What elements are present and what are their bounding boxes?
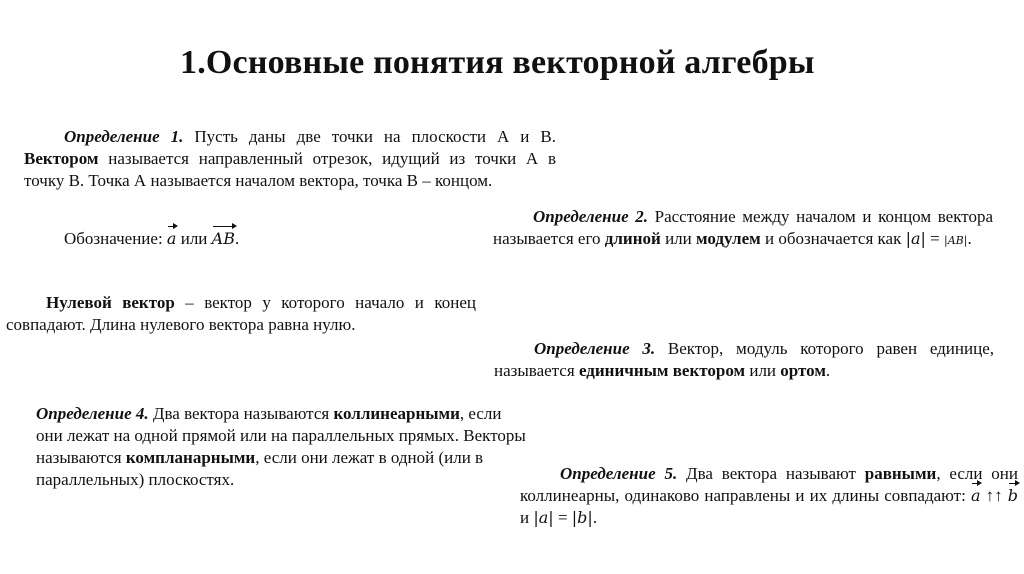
definition-1-lead: Определение 1.	[64, 127, 184, 146]
definition-5-lead: Определение 5.	[560, 464, 678, 483]
modulus-formula-left: |a|	[905, 229, 926, 248]
abs-b: |b|	[571, 508, 593, 527]
slide-title: 1.Основные понятия векторной алгебры	[180, 44, 815, 81]
notation: Обозначение: a или AB.	[64, 229, 240, 248]
definition-4-lead: Определение 4.	[36, 404, 149, 423]
definition-3-lead: Определение 3.	[534, 339, 656, 358]
zero-vector-definition: Нулевой вектор – вектор у которого начало и конец совпадают. Длина нулевого вектора равна нулю.	[6, 293, 476, 334]
definition-2-lead: Определение 2.	[533, 207, 648, 226]
term-vector: Вектором	[24, 149, 99, 168]
definition-3: Определение 3. Вектор, модуль которого равен единице, называется единичным вектором или ортом.	[494, 339, 994, 380]
vector-a-symbol: a	[166, 229, 177, 248]
vector-ab-symbol: AB	[211, 229, 235, 248]
term-zero-vector: Нулевой вектор	[46, 293, 175, 312]
definition-4: Определение 4. Два вектора называются коллинеарными, если они лежат на одной прямой или на параллельных прямых. Векторы называются компланарными, если они лежат в одной (или в параллельных) плоскостях.	[36, 404, 526, 489]
definition-2: Определение 2. Расстояние между началом и концом вектора называется его длиной или модулем и обозначается как |a| = |AB|.	[493, 207, 993, 248]
vector-b-symbol: b	[1007, 486, 1018, 505]
abs-a: |a|	[533, 508, 554, 527]
definition-1: Определение 1. Пусть даны две точки на плоскости А и В. Вектором называется направленный отрезок, идущий из точки А в точку В. Точка А называется началом вектора, точка В – концом.	[24, 127, 556, 190]
modulus-formula-right: |AB|	[944, 234, 968, 247]
definition-5: Определение 5. Два вектора называют равными, если они коллинеарны, одинаково направлены и их длины совпадают: a ↑↑ b и |a| = |b|.	[520, 464, 1018, 527]
vector-a-symbol: a	[970, 486, 981, 505]
